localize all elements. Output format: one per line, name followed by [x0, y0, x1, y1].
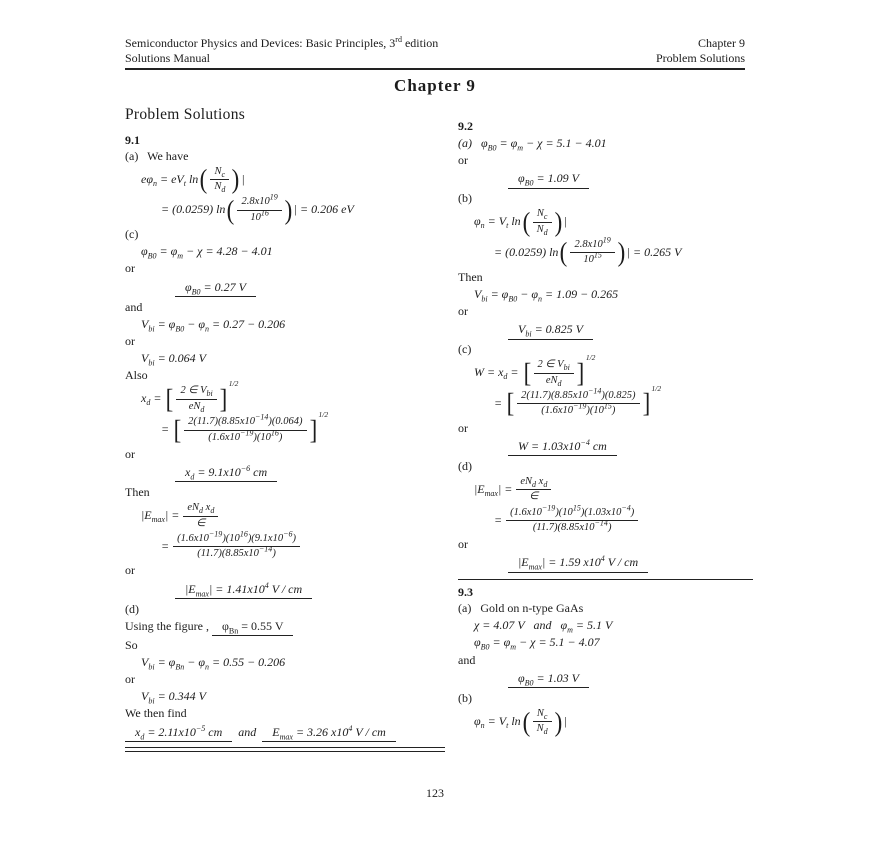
problem-number: 9.3: [458, 585, 473, 599]
equation-line: $\varphi_n = V_t$ ln( $\frac{N_c}{N_d}$ ) |: [474, 206, 567, 237]
big-bracket: [: [523, 357, 531, 388]
big-bracket: ]: [309, 414, 317, 445]
equation-line: $\varphi_n = V_t$ ln( $\frac{N_c}{N_d}$ ) |: [474, 706, 567, 737]
text-line: and: [125, 299, 143, 314]
document-header: [125, 36, 745, 70]
equation-line: [175, 279, 445, 298]
equation-line: $|E_{max}|$ = $\frac{eN_d x_d}{\in}$: [141, 502, 445, 530]
text-line: (d): [458, 458, 472, 473]
equation-line: $\varphi_{B0} = \varphi_m - \chi = 4.28 - 4.01$: [141, 244, 273, 261]
big-bracket: ): [284, 195, 293, 226]
text-line: So: [125, 637, 138, 652]
equation-line: $W = x_d$ = [ $\frac{2 \in V_{bi}}{eN_d}$ ]$^{1/2}$: [474, 352, 596, 388]
underlined-result: $x_d = 2.11x10^{-5}$ cm: [125, 724, 232, 743]
underlined-result: $\varphi_{Bn} = 0.55$ V: [212, 618, 294, 637]
underlined-result: $W = 1.03x10^{-4}$ cm: [508, 438, 617, 457]
header-right: [656, 36, 745, 65]
underlined-result: $E_{max} = 3.26$ $x10^4$ V / cm: [262, 724, 396, 743]
fraction: $\frac{2.8x10^{19}}{10^{16}}$: [237, 196, 281, 224]
fraction: $\frac{2.8x10^{19}}{10^{15}}$: [570, 239, 614, 267]
text-line: or: [458, 420, 468, 435]
text-line: and: [458, 652, 476, 667]
big-bracket: (: [522, 706, 530, 737]
text-line: Then: [125, 484, 150, 499]
equation-line: [508, 438, 753, 457]
problem-number: 9.2: [458, 118, 473, 133]
fraction: $\frac{2 \in V_{bi}}{eN_d}$: [176, 385, 216, 413]
big-bracket: ]: [219, 383, 228, 414]
underlined-result: $|E_{max}| = 1.41x10^4$ V / cm: [175, 581, 312, 600]
header-manual-label: Solutions Manual: [125, 50, 211, 65]
header-chapter-label: Chapter 9: [698, 36, 745, 50]
equation-line: = [ $\frac{2(11.7)(8.85x10^{-14})(0.064)}{(1.6x10^{-19})(10^{16})}$ ]$^{1/2}$: [161, 409, 329, 445]
left-column: [125, 131, 445, 752]
underlined-result: $\varphi_{B0} = 1.03$ V: [508, 670, 589, 689]
equation-line: $\varphi_{B0} = \varphi_m - \chi = 5.1 - 4.07$: [474, 635, 600, 652]
underlined-result: $|E_{max}| = 1.59$ $x10^4$ V / cm: [508, 554, 648, 573]
equation-line: χ = 4.07 V and $\varphi_m = 5.1$ V: [474, 618, 613, 635]
equation-line: $V_{bi} = \varphi_{Bn} - \varphi_n = 0.55 - 0.206$: [141, 655, 286, 672]
header-left: [125, 36, 438, 65]
text-line: (b): [458, 690, 472, 705]
big-bracket: ]: [642, 388, 650, 419]
underlined-result: $V_{bi} = 0.825$ V: [508, 321, 593, 340]
equation-line: [175, 581, 445, 600]
big-bracket: ): [554, 206, 562, 237]
problem-end-rule: [125, 747, 445, 752]
big-bracket: (: [199, 164, 208, 195]
fraction: $\frac{2(11.7)(8.85x10^{-14})(0.064)}{(1.6x10^{-19})(10^{16})}$: [184, 416, 306, 444]
big-bracket: [: [166, 383, 174, 414]
section-heading: Problem Solutions: [125, 106, 246, 123]
fraction: $\frac{eN_d x_d}{\in}$: [183, 502, 218, 530]
text-line: or: [458, 537, 468, 552]
text-line: or: [125, 333, 135, 348]
big-bracket: (: [227, 195, 235, 226]
text-line: Then: [458, 269, 483, 284]
equation-line: = (0.0259) ln( $\frac{2.8x10^{19}}{10^{16}}$ ) | = 0.206 eV: [161, 192, 354, 226]
equation-line: $V_{bi} = 0.344$ V: [141, 689, 207, 706]
equation-line: $V_{bi} = \varphi_{B0} - \varphi_n = 0.27 - 0.206$: [141, 316, 286, 334]
fraction: $\frac{(1.6x10^{-19})(10^{16})(9.1x10^{-6})}{(11.7)(8.85x10^{-14})}$: [173, 533, 300, 561]
equation-line: = $\frac{(1.6x10^{-19})(10^{16})(9.1x10^{-6})}{(11.7)(8.85x10^{-14})}$: [161, 533, 445, 561]
header-section-label: Problem Solutions: [655, 50, 745, 65]
big-bracket: [: [173, 414, 182, 445]
text-line: or: [125, 261, 135, 276]
big-bracket: (: [522, 206, 530, 237]
problem-number: 9.1: [125, 132, 140, 147]
fraction: $\frac{N_c}{N_d}$: [210, 166, 229, 194]
equation-line: (a) $\varphi_{B0} = \varphi_m - \chi = 5.1 - 4.01$: [458, 135, 607, 153]
text-line: Also: [125, 368, 148, 383]
text-line: (a) We have: [125, 148, 189, 163]
text-line: (c): [458, 342, 472, 356]
equation-line: $V_{bi} = 0.064$ V: [141, 351, 207, 368]
text-line: (c): [125, 227, 139, 242]
underlined-result: $x_d = 9.1x10^{-6}$ cm: [175, 464, 277, 483]
big-bracket: (: [560, 237, 568, 268]
text-line: Using the figure , $\varphi_{Bn} = 0.55$ V: [125, 618, 445, 637]
big-bracket: ): [617, 237, 626, 268]
fraction: $\frac{2 \in V_{bi}}{eN_d}$: [534, 359, 574, 387]
equation-line: = $\frac{(1.6x10^{-19})(10^{15})(1.03x10^{-4})}{(11.7)(8.85x10^{-14})}$: [494, 507, 753, 535]
equation-line: $x_d = 2.11x10^{-5}$ cm and $E_{max} = 3.26$ $x10^4$ V / cm: [125, 724, 445, 743]
underlined-result: $\varphi_{B0} = 0.27$ V: [175, 279, 256, 298]
fraction: $\frac{2(11.7)(8.85x10^{-14})(0.825)}{(1.6x10^{-19})(10^{15})}$: [517, 390, 639, 418]
big-bracket: ]: [576, 357, 585, 388]
text-line: or: [458, 303, 468, 318]
equation-line: [508, 170, 753, 189]
equation-line: $V_{bi} = \varphi_{B0} - \varphi_n = 1.09 - 0.265$: [474, 286, 619, 304]
text-line: (b): [458, 191, 472, 205]
text-line: or: [125, 563, 135, 578]
underlined-result: $\varphi_{B0} = 1.09$ V: [508, 170, 589, 189]
text-line: or: [458, 152, 468, 167]
equation-line: $x_d$ = [ $\frac{2 \in V_{bi}}{eN_d}$ ]$^{1/2}$: [141, 379, 239, 414]
big-bracket: ): [232, 164, 240, 195]
section-rule: [458, 579, 753, 580]
equation-line: [508, 670, 753, 689]
chapter-title: Chapter 9: [394, 76, 476, 95]
equation-line: = (0.0259) ln( $\frac{2.8x10^{19}}{10^{15}}$ ) | = 0.265 V: [494, 235, 682, 268]
fraction: $\frac{eN_d x_d}{\in}$: [516, 476, 551, 504]
equation-line: = [ $\frac{2(11.7)(8.85x10^{-14})(0.825)}{(1.6x10^{-19})(10^{15})}$ ]$^{1/2}$: [494, 383, 662, 419]
page-number: 123: [426, 786, 444, 800]
equation-line: [175, 464, 445, 483]
header-book-title: Semiconductor Physics and Devices: Basic Principles, 3rd edition: [125, 35, 439, 50]
text-line: (a) Gold on n-type GaAs: [458, 601, 584, 616]
text-line: We then find: [125, 706, 187, 721]
fraction: $\frac{N_c}{N_d}$: [533, 708, 552, 736]
equation-line: $|E_{max}|$ = $\frac{eN_d x_d}{\in}$: [474, 476, 753, 504]
text-line: or: [125, 446, 135, 461]
big-bracket: [: [506, 388, 515, 419]
equation-line: $e\varphi_n = eV_t$ ln( $\frac{N_c}{N_d}$ ) |: [141, 164, 245, 195]
text-line: (d): [125, 601, 139, 616]
right-column: [458, 117, 753, 739]
text-line: or: [125, 672, 135, 687]
equation-line: [508, 554, 753, 573]
big-bracket: ): [554, 706, 562, 737]
fraction: $\frac{N_c}{N_d}$: [533, 208, 552, 236]
equation-line: [508, 321, 753, 340]
fraction: $\frac{(1.6x10^{-19})(10^{15})(1.03x10^{-4})}{(11.7)(8.85x10^{-14})}$: [506, 507, 638, 535]
